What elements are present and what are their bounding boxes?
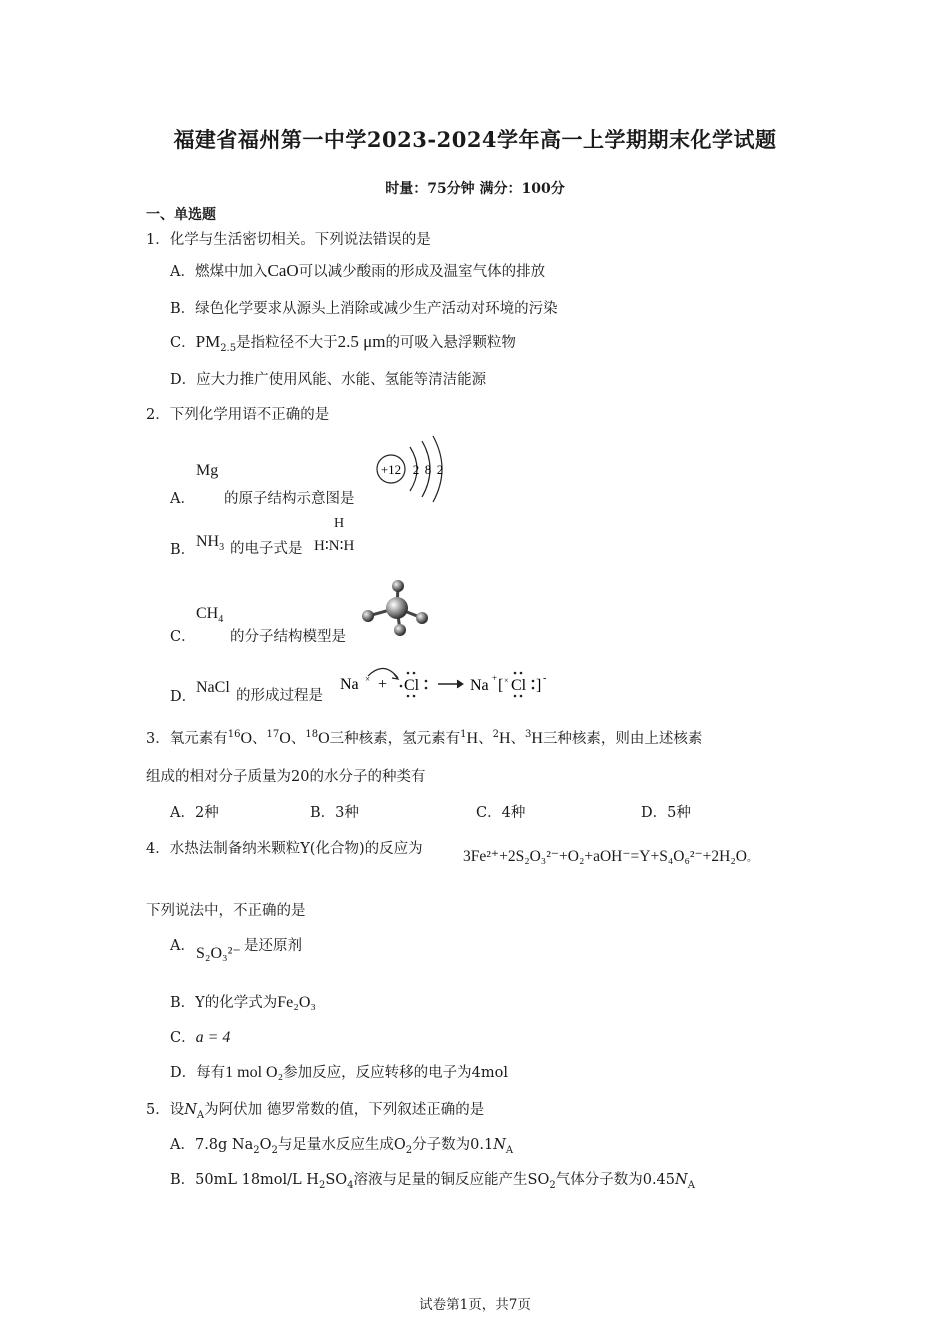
question-1-option-c xyxy=(170,331,516,354)
question-4-option-d xyxy=(170,1061,508,1082)
isotope-mass-17: 17 xyxy=(266,729,280,741)
formula-s2o3: S₂O₃²⁻ xyxy=(196,945,241,962)
cl-ion-charge: - xyxy=(543,673,547,684)
formula-fe2o3: Fe₂O₃ xyxy=(277,994,316,1011)
q5b-so: SO xyxy=(325,1172,348,1188)
nucleus-charge: +12 xyxy=(380,462,402,477)
svg-text:[: [ xyxy=(498,677,504,694)
electron-formula-h-top: H xyxy=(334,516,345,531)
formula-1mol-o2: 1 mol O₂ xyxy=(225,1064,284,1081)
question-2-option-a-text: 的原子结构示意图是 xyxy=(224,491,355,507)
equation-text: 3Fe²⁺+2S₂O₃²⁻+O₂+aOH⁻=Y+S₄O₆²⁻+2H₂O xyxy=(463,848,747,865)
isotope-o18: O xyxy=(318,730,330,747)
question-2-option-b-text: 的电子式是 xyxy=(230,541,303,557)
hydrogen-atom xyxy=(392,580,404,592)
na-atom-symbol: Na xyxy=(340,676,359,693)
question-4-option-a-text: 是还原剂 xyxy=(244,938,302,954)
formula-ch4-sub: 4 xyxy=(218,614,224,626)
question-3-option-b: B．3种 xyxy=(310,805,359,821)
separator: 、 xyxy=(478,731,493,747)
reaction-equation xyxy=(463,847,757,866)
question-1-option-b: B．绿色化学要求从源头上消除或减少生产活动对环境的污染 xyxy=(170,301,558,317)
option-a-text: A．燃煤中加入 xyxy=(170,264,268,280)
avogadro-sub: A xyxy=(196,1109,205,1121)
isotope-o17: O xyxy=(279,730,291,747)
question-5-option-a xyxy=(170,1133,513,1156)
formula-nacl: NaCl xyxy=(196,679,230,696)
plus-sign: + xyxy=(378,676,388,693)
option-c-label: C． xyxy=(170,1030,196,1046)
cl-ion-symbol: Cl xyxy=(511,677,527,694)
na-ion-charge: + xyxy=(492,673,498,683)
q5b-text: B．50mL 18mol/L H xyxy=(170,1172,319,1188)
isotope-mass-16: 16 xyxy=(227,729,241,741)
question-3-option-d: D．5种 xyxy=(641,805,691,821)
nacl-formation-diagram xyxy=(338,662,558,700)
question-4-option-a-label: A． xyxy=(170,938,195,954)
option-c-label: C． xyxy=(170,335,196,351)
ch4-ball-stick-model xyxy=(360,578,432,640)
formula-pm-sub: 2.5 xyxy=(220,342,237,354)
question-2-option-d-text: 的形成过程是 xyxy=(236,688,323,704)
question-4-stem: 4．水热法制备纳米颗粒Y(化合物)的反应为 xyxy=(146,841,423,857)
question-2-option-c-label: C． xyxy=(170,629,196,645)
question-1-option-a xyxy=(170,260,545,281)
avogadro-symbol: N xyxy=(493,1137,506,1153)
isotope-mass-2: 2 xyxy=(492,729,499,741)
shell-3-electrons: 2 xyxy=(436,462,444,477)
isotope-mass-3: 3 xyxy=(525,729,532,741)
formula-cao: CaO xyxy=(267,261,299,280)
formula-pm: PM xyxy=(195,332,221,351)
q3-text-mid: 三种核素，氢元素有 xyxy=(329,731,461,747)
formula-nh3-sub: 3 xyxy=(219,542,225,554)
q5b-end: 气体分子数为0.45 xyxy=(555,1172,676,1188)
question-2-option-d-label: D． xyxy=(170,689,197,705)
shell-2-electrons: 8 xyxy=(424,462,432,477)
question-2-option-c-text: 的分子结构模型是 xyxy=(230,629,346,645)
avogadro-sub: A xyxy=(505,1144,514,1156)
formula-size: 2.5 μm xyxy=(337,332,386,351)
formula-nh3 xyxy=(196,533,224,553)
separator: 、 xyxy=(290,731,306,747)
mg-atomic-structure-diagram xyxy=(372,433,452,503)
q5-text-end: 为阿伏加 德罗常数的值，下列叙述正确的是 xyxy=(204,1102,485,1118)
isotope-h2: H xyxy=(498,730,511,747)
cl-atom-symbol: Cl xyxy=(404,677,420,694)
q5a-sub: 2 xyxy=(253,1144,260,1156)
svg-text:]: ] xyxy=(536,677,542,694)
question-3-option-c: C．4种 xyxy=(476,805,526,821)
q5a-mid: 与足量水反应生成O xyxy=(277,1137,406,1153)
option-c-text: 是指粒径不大于 xyxy=(236,335,338,351)
avogadro-sub: A xyxy=(687,1179,695,1191)
option-d-text: D．每有 xyxy=(170,1065,226,1081)
q5a-sub: 2 xyxy=(271,1144,278,1156)
option-c-text-end: 的可吸入悬浮颗粒物 xyxy=(385,335,516,351)
formula-a-equals-4: a = 4 xyxy=(195,1029,231,1046)
q5a-text: A．7.8g Na xyxy=(170,1137,254,1153)
hydrogen-atom xyxy=(394,624,406,636)
q5b-sub: 2 xyxy=(318,1179,326,1191)
question-4-option-b xyxy=(170,991,316,1012)
hydrogen-atom xyxy=(362,610,374,622)
question-3-option-a: A．2种 xyxy=(170,805,219,821)
q5-text-start: 5．设 xyxy=(146,1102,185,1118)
q5a-o: O xyxy=(259,1137,272,1153)
question-1-option-d: D．应大力推广使用风能、水能、氢能等清洁能源 xyxy=(170,372,487,388)
electron-formula-row: H∶N∶H xyxy=(314,538,355,554)
q3-text-end: 三种核素，则由上述核素 xyxy=(542,731,703,747)
svg-text:×: × xyxy=(365,674,371,684)
question-4-stem-line2: 下列说法中，不正确的是 xyxy=(146,903,306,919)
equation-end: 。 xyxy=(746,853,757,864)
exam-info: 时量：75分钟 满分：100分 xyxy=(385,181,565,197)
isotope-h3: H xyxy=(531,730,543,747)
q5b-sub: 4 xyxy=(347,1179,354,1191)
isotope-h1: H xyxy=(466,730,479,747)
q5a-end: 分子数为0.1 xyxy=(412,1137,494,1153)
isotope-mass-18: 18 xyxy=(305,729,319,741)
q5b-sub: 2 xyxy=(549,1179,556,1191)
question-2-option-b-label: B． xyxy=(170,542,196,558)
na-ion-symbol: Na xyxy=(470,677,489,694)
q5a-sub: 2 xyxy=(405,1144,413,1156)
section-heading: 一、单选题 xyxy=(146,207,216,223)
formula-ch4-main: CH xyxy=(196,605,219,622)
separator: 、 xyxy=(252,731,267,747)
q3-text-start: 3．氧元素有 xyxy=(146,731,228,747)
page-footer: 试卷第1页，共7页 xyxy=(419,1297,531,1313)
question-2-option-a-label: A． xyxy=(170,491,195,507)
question-3-stem xyxy=(146,727,702,748)
question-5-option-b xyxy=(170,1168,695,1191)
question-4-option-c xyxy=(170,1026,230,1047)
formula-nh3-main: NH xyxy=(196,533,220,550)
option-d-text-end: 参加反应，反应转移的电子为4mol xyxy=(283,1065,509,1081)
separator: 、 xyxy=(510,731,525,747)
question-2-stem: 2．下列化学用语不正确的是 xyxy=(146,407,330,423)
question-1-stem: 1．化学与生活密切相关。下列说法错误的是 xyxy=(146,232,431,248)
option-b-text: B．Y的化学式为 xyxy=(170,995,278,1011)
carbon-atom xyxy=(386,597,408,619)
svg-text:×: × xyxy=(504,676,509,685)
hydrogen-atom xyxy=(416,612,428,624)
page-title: 福建省福州第一中学2023-2024学年高一上学期期末化学试题 xyxy=(173,127,777,152)
shell-1-electrons: 2 xyxy=(412,462,420,477)
q5b-mid: 溶液与足量的铜反应能产生SO xyxy=(353,1172,550,1188)
question-5-stem xyxy=(146,1098,484,1121)
formula-ch4 xyxy=(196,605,223,625)
avogadro-symbol: N xyxy=(184,1102,197,1118)
avogadro-symbol: N xyxy=(675,1172,688,1188)
formula-mg: Mg xyxy=(196,462,219,479)
question-3-stem-line2: 组成的相对分子质量为20的水分子的种类有 xyxy=(146,769,426,785)
isotope-mass-1: 1 xyxy=(460,729,467,741)
isotope-o16: O xyxy=(240,730,253,747)
option-a-text-end: 可以减少酸雨的形成及温室气体的排放 xyxy=(298,264,546,280)
